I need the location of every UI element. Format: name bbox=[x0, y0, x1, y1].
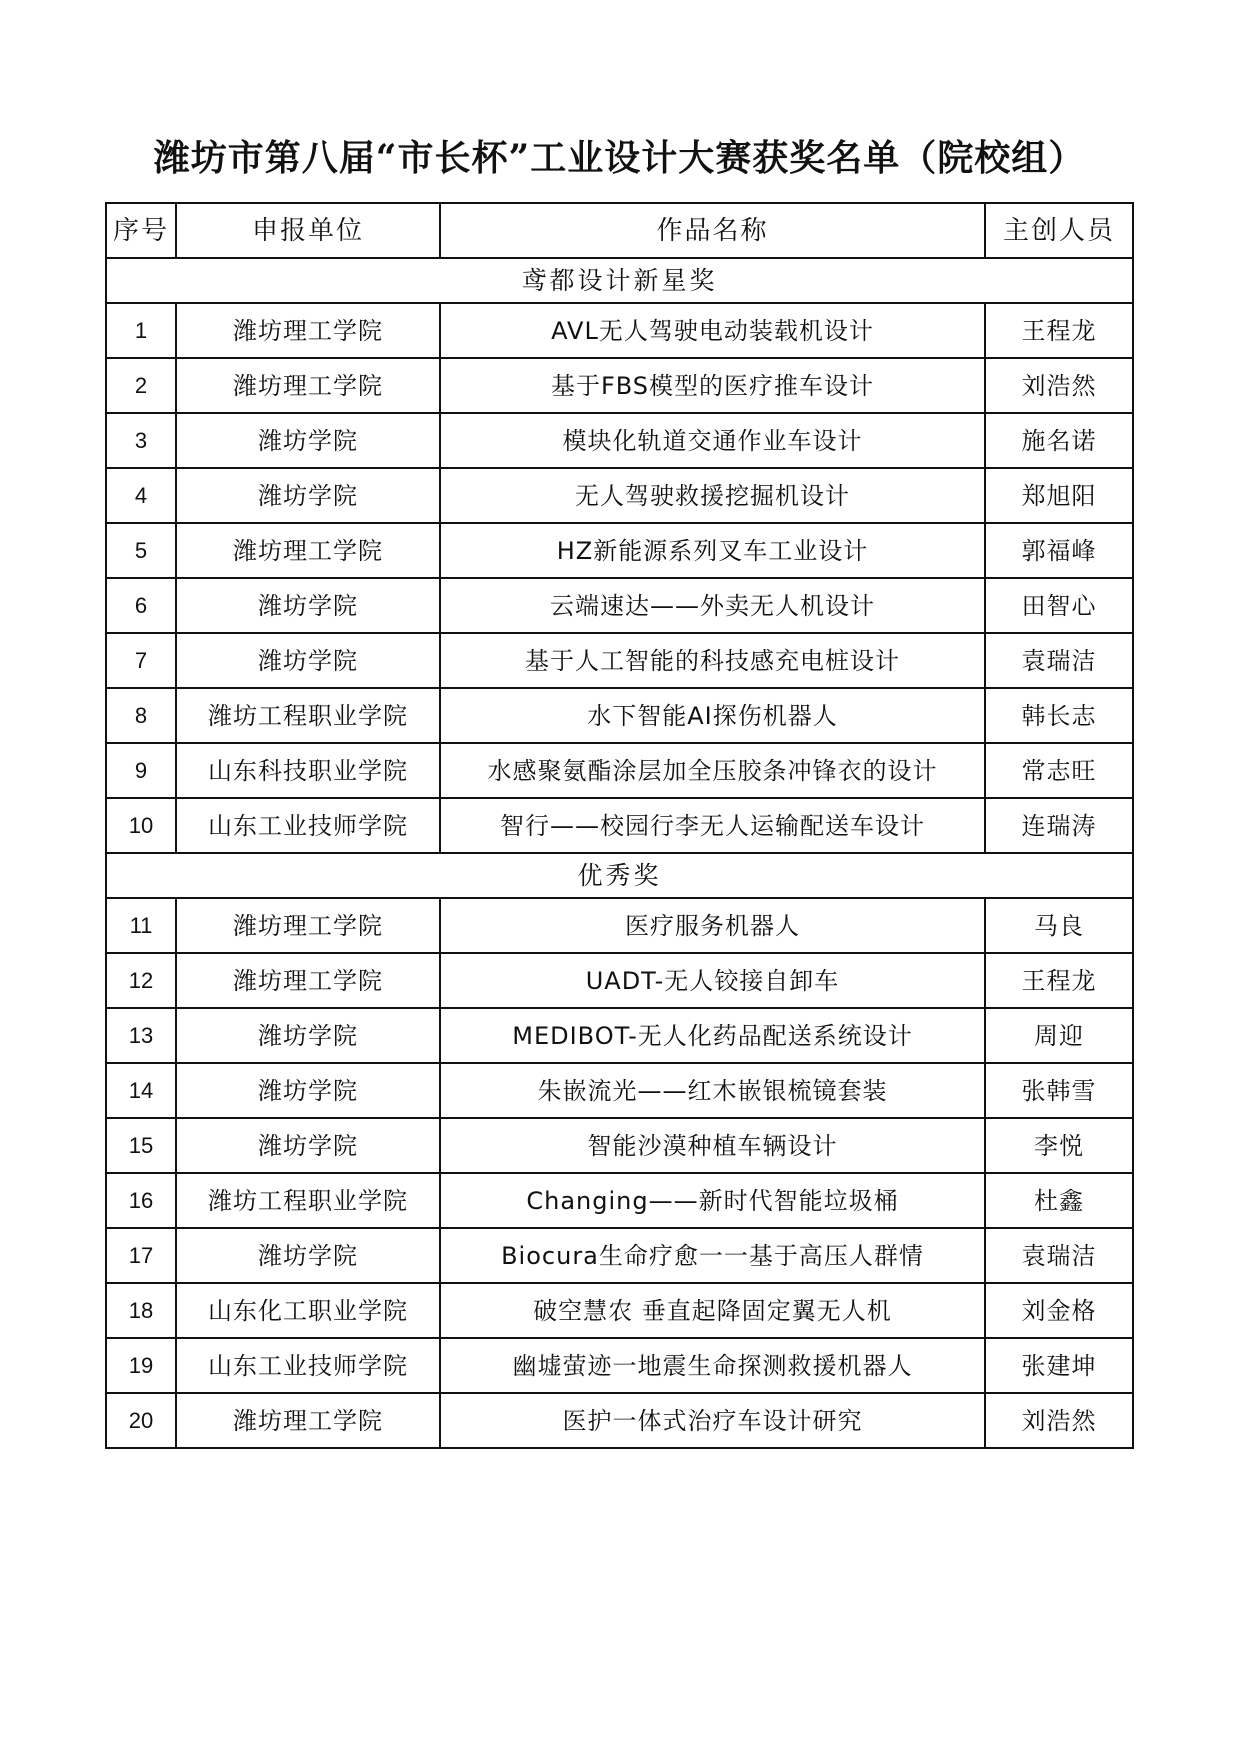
cell-unit: 潍坊理工学院 bbox=[176, 898, 440, 953]
cell-work: UADT-无人铰接自卸车 bbox=[440, 953, 985, 1008]
cell-work: 智行——校园行李无人运输配送车设计 bbox=[440, 798, 985, 853]
cell-no: 12 bbox=[106, 953, 176, 1008]
cell-work: 无人驾驶救援挖掘机设计 bbox=[440, 468, 985, 523]
cell-author: 张韩雪 bbox=[985, 1063, 1133, 1118]
table-row bbox=[106, 1118, 1133, 1173]
table-row bbox=[106, 578, 1133, 633]
cell-no: 8 bbox=[106, 688, 176, 743]
table-row bbox=[106, 898, 1133, 953]
cell-no: 14 bbox=[106, 1063, 176, 1118]
cell-author: 刘浩然 bbox=[985, 358, 1133, 413]
cell-work: 水下智能AI探伤机器人 bbox=[440, 688, 985, 743]
cell-no: 1 bbox=[106, 303, 176, 358]
cell-unit: 潍坊理工学院 bbox=[176, 1393, 440, 1448]
table-row bbox=[106, 1063, 1133, 1118]
section-title: 优秀奖 bbox=[106, 853, 1133, 898]
table-row bbox=[106, 688, 1133, 743]
cell-no: 16 bbox=[106, 1173, 176, 1228]
cell-author: 连瑞涛 bbox=[985, 798, 1133, 853]
cell-no: 11 bbox=[106, 898, 176, 953]
cell-work: Biocura生命疗愈一一基于高压人群情 bbox=[440, 1228, 985, 1283]
section-title: 鸢都设计新星奖 bbox=[106, 258, 1133, 303]
cell-author: 郭福峰 bbox=[985, 523, 1133, 578]
cell-unit: 潍坊理工学院 bbox=[176, 303, 440, 358]
cell-no: 9 bbox=[106, 743, 176, 798]
cell-author: 张建坤 bbox=[985, 1338, 1133, 1393]
cell-author: 周迎 bbox=[985, 1008, 1133, 1063]
table-row bbox=[106, 1228, 1133, 1283]
header-unit: 申报单位 bbox=[176, 203, 440, 258]
table-header bbox=[106, 203, 1133, 258]
cell-no: 5 bbox=[106, 523, 176, 578]
cell-work: HZ新能源系列叉车工业设计 bbox=[440, 523, 985, 578]
cell-unit: 潍坊理工学院 bbox=[176, 358, 440, 413]
cell-work: 模块化轨道交通作业车设计 bbox=[440, 413, 985, 468]
cell-unit: 潍坊学院 bbox=[176, 633, 440, 688]
table-row bbox=[106, 303, 1133, 358]
cell-no: 19 bbox=[106, 1338, 176, 1393]
cell-work: 云端速达——外卖无人机设计 bbox=[440, 578, 985, 633]
table-row bbox=[106, 413, 1133, 468]
cell-work: 基于FBS模型的医疗推车设计 bbox=[440, 358, 985, 413]
cell-author: 李悦 bbox=[985, 1118, 1133, 1173]
table-row bbox=[106, 743, 1133, 798]
cell-author: 郑旭阳 bbox=[985, 468, 1133, 523]
cell-work: 智能沙漠种植车辆设计 bbox=[440, 1118, 985, 1173]
cell-work: 医疗服务机器人 bbox=[440, 898, 985, 953]
header-no: 序号 bbox=[106, 203, 176, 258]
cell-work: 基于人工智能的科技感充电桩设计 bbox=[440, 633, 985, 688]
cell-author: 刘浩然 bbox=[985, 1393, 1133, 1448]
cell-unit: 潍坊学院 bbox=[176, 1063, 440, 1118]
cell-author: 袁瑞洁 bbox=[985, 633, 1133, 688]
header-work: 作品名称 bbox=[440, 203, 985, 258]
table-row bbox=[106, 1173, 1133, 1228]
cell-author: 田智心 bbox=[985, 578, 1133, 633]
cell-author: 常志旺 bbox=[985, 743, 1133, 798]
cell-unit: 山东科技职业学院 bbox=[176, 743, 440, 798]
cell-unit: 潍坊学院 bbox=[176, 468, 440, 523]
cell-author: 袁瑞洁 bbox=[985, 1228, 1133, 1283]
table-row bbox=[106, 1283, 1133, 1338]
page-title: 潍坊市第八届“市长杯”工业设计大赛获奖名单（院校组） bbox=[153, 137, 1086, 179]
cell-unit: 潍坊学院 bbox=[176, 413, 440, 468]
cell-no: 10 bbox=[106, 798, 176, 853]
cell-unit: 潍坊学院 bbox=[176, 1118, 440, 1173]
award-table bbox=[105, 202, 1134, 1449]
section-row bbox=[106, 258, 1133, 303]
table-body bbox=[106, 258, 1133, 1448]
cell-unit: 山东化工职业学院 bbox=[176, 1283, 440, 1338]
cell-author: 杜鑫 bbox=[985, 1173, 1133, 1228]
cell-work: 水感聚氨酯涂层加全压胶条冲锋衣的设计 bbox=[440, 743, 985, 798]
cell-work: 朱嵌流光——红木嵌银梳镜套装 bbox=[440, 1063, 985, 1118]
table-row bbox=[106, 1393, 1133, 1448]
cell-unit: 山东工业技师学院 bbox=[176, 1338, 440, 1393]
cell-unit: 潍坊学院 bbox=[176, 1008, 440, 1063]
cell-author: 王程龙 bbox=[985, 953, 1133, 1008]
cell-no: 15 bbox=[106, 1118, 176, 1173]
table-row bbox=[106, 358, 1133, 413]
cell-no: 18 bbox=[106, 1283, 176, 1338]
cell-unit: 潍坊学院 bbox=[176, 1228, 440, 1283]
cell-unit: 潍坊学院 bbox=[176, 578, 440, 633]
cell-author: 刘金格 bbox=[985, 1283, 1133, 1338]
header-author: 主创人员 bbox=[985, 203, 1133, 258]
cell-no: 6 bbox=[106, 578, 176, 633]
cell-no: 2 bbox=[106, 358, 176, 413]
cell-work: 医护一体式治疗车设计研究 bbox=[440, 1393, 985, 1448]
cell-author: 马良 bbox=[985, 898, 1133, 953]
table-row bbox=[106, 953, 1133, 1008]
cell-work: AVL无人驾驶电动装载机设计 bbox=[440, 303, 985, 358]
cell-no: 20 bbox=[106, 1393, 176, 1448]
cell-unit: 潍坊理工学院 bbox=[176, 953, 440, 1008]
cell-unit: 潍坊工程职业学院 bbox=[176, 688, 440, 743]
cell-work: MEDIBOT-无人化药品配送系统设计 bbox=[440, 1008, 985, 1063]
table-row bbox=[106, 1338, 1133, 1393]
table-row bbox=[106, 468, 1133, 523]
table-row bbox=[106, 523, 1133, 578]
header-row bbox=[106, 203, 1133, 258]
cell-no: 4 bbox=[106, 468, 176, 523]
cell-no: 13 bbox=[106, 1008, 176, 1063]
cell-work: 幽墟萤迹一地震生命探测救援机器人 bbox=[440, 1338, 985, 1393]
section-row bbox=[106, 853, 1133, 898]
cell-author: 施名诺 bbox=[985, 413, 1133, 468]
cell-unit: 潍坊工程职业学院 bbox=[176, 1173, 440, 1228]
cell-author: 王程龙 bbox=[985, 303, 1133, 358]
table-row bbox=[106, 798, 1133, 853]
cell-unit: 潍坊理工学院 bbox=[176, 523, 440, 578]
cell-author: 韩长志 bbox=[985, 688, 1133, 743]
table-row bbox=[106, 633, 1133, 688]
cell-unit: 山东工业技师学院 bbox=[176, 798, 440, 853]
cell-work: Changing——新时代智能垃圾桶 bbox=[440, 1173, 985, 1228]
cell-no: 7 bbox=[106, 633, 176, 688]
cell-work: 破空慧农 垂直起降固定翼无人机 bbox=[440, 1283, 985, 1338]
cell-no: 17 bbox=[106, 1228, 176, 1283]
table-row bbox=[106, 1008, 1133, 1063]
cell-no: 3 bbox=[106, 413, 176, 468]
